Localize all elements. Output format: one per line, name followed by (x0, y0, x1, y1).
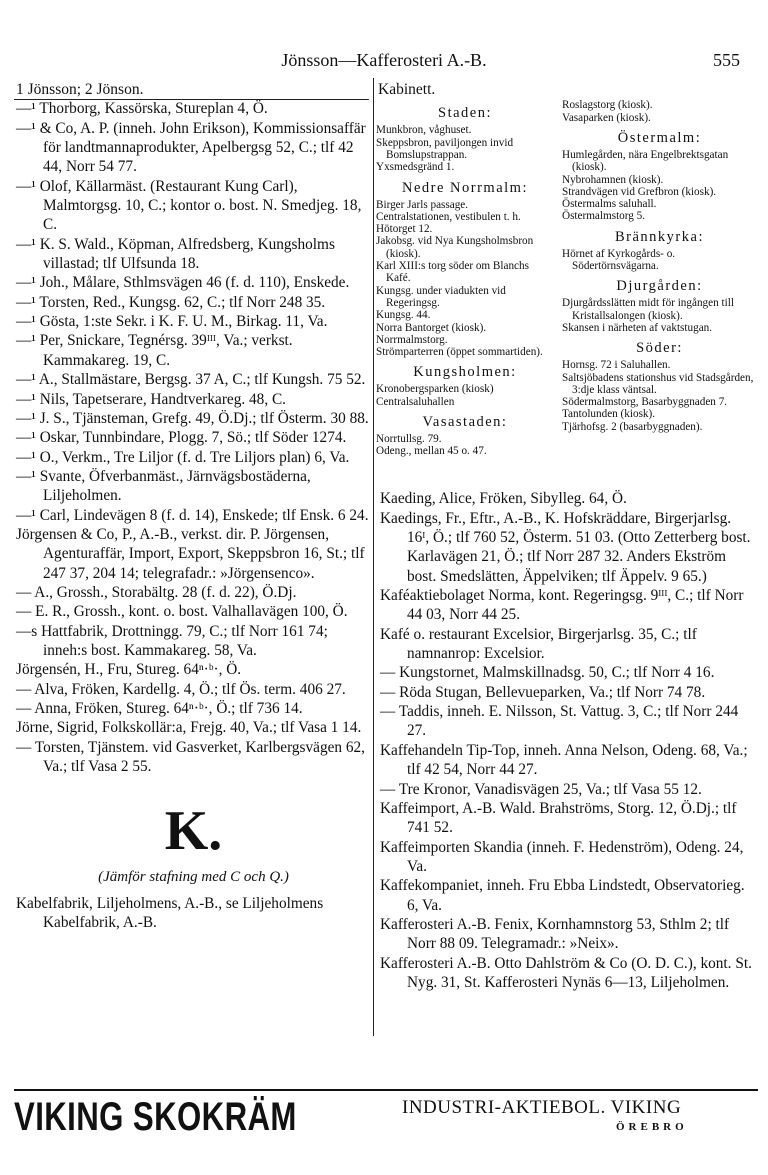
directory-entry: Jörgensén, H., Fru, Stureg. 64ⁿ·ᵇ·, Ö. (16, 661, 242, 679)
page-number: 555 (713, 50, 740, 70)
kiosk-list (376, 99, 754, 489)
directory-entry: — Taddis, inneh. E. Nilsson, St. Vattug. 3, C.; tlf Norr 244 27. (380, 703, 739, 740)
kiosk-location: Hornsg. 72 i Saluhallen. (562, 359, 671, 372)
district-heading: Östermalm: (617, 129, 702, 146)
kiosk-location: Kungsg. 44. (376, 309, 431, 322)
directory-entry: Jörne, Sigrid, Folkskollär:a, Frejg. 40, Va.; tlf Vasa 1 14. (16, 719, 362, 737)
directory-entry: —¹ Nils, Tapetserare, Handtverkareg. 48, C. (16, 390, 286, 408)
kiosk-location: Jakobsg. vid Nya Kungsholmsbron (kiosk). (376, 235, 534, 260)
directory-entry: Kabelfabrik, Liljeholmens, A.-B., se Liljeholmens Kabelfabrik, A.-B. (16, 894, 324, 932)
kiosk-location: Odeng., mellan 45 o. 47. (376, 445, 487, 458)
directory-entry: — Alva, Fröken, Kardellg. 4, Ö.; tlf Ös. term. 406 27. (16, 680, 346, 698)
kiosk-location: Kungsg. under viadukten vid Regeringsg. (376, 284, 506, 309)
kiosk-location: Strömparterren (öppet sommartiden). (376, 346, 543, 359)
kabinett-heading: Kabinett. (378, 81, 436, 98)
directory-entry: — Tre Kronor, Vanadisvägen 25, Va.; tlf Vasa 55 12. (380, 780, 702, 798)
directory-entry: —¹ K. S. Wald., Köpman, Alfredsberg, Kungsholms villastad; tlf Ulfsunda 18. (16, 235, 335, 273)
directory-entry: —¹ Per, Snickare, Tegnérsg. 39ᴵᴵᴵ, Va.; verkst. Kammakareg. 19, C. (16, 332, 293, 369)
directory-entry: — A., Grossh., Storabältg. 28 (f. d. 22), Ö.Dj. (16, 583, 297, 601)
directory-entry: —¹ Torsten, Red., Kungsg. 62, C.; tlf Norr 248 35. (16, 293, 326, 311)
directory-entry: —¹ & Co, A. P. (inneh. John Erikson), Kommissionsaffär för landtmannaprodukter, Apelbergsg 52, C.; tlf 42 44, Norr 54 77. (16, 119, 366, 176)
kiosk-location: Djurgårdsslätten midt för ingången till Kristallsalongen (kiosk). (562, 297, 734, 322)
company-city: ÖREBRO (616, 1121, 688, 1133)
directory-entry: —s Hattfabrik, Drottningg. 79, C.; tlf Norr 161 74; inneh:s bost. Kammakareg. 58, Va. (16, 622, 328, 659)
kiosk-location: Roslagstorg (kiosk). (562, 99, 653, 112)
directory-entry: Kaffeimport, A.-B. Wald. Brahströms, Storg. 12, Ö.Dj.; tlf 741 52. (380, 799, 737, 837)
directory-entry: —¹ J. S., Tjänsteman, Grefg. 49, Ö.Dj.; tlf Österm. 30 88. (16, 409, 369, 427)
directory-entry: Kaffekompaniet, inneh. Fru Ebba Lindstedt, Observatorieg. 6, Va. (380, 877, 745, 914)
directory-entry: Kaféaktiebolaget Norma, kont. Regeringsg. 9ᴵᴵᴵ, C.; tlf Norr 44 03, Norr 44 25. (380, 587, 744, 624)
directory-entry: Kafferosteri A.-B. Otto Dahlström & Co (O. D. C.), kont. St. Nyg. 31, St. Kafferosteri Nynäs 6—13, Liljeholmen. (380, 954, 752, 991)
section-letter: K. (164, 800, 223, 863)
kiosk-location: Norra Bantorget (kiosk). (376, 321, 487, 334)
column-divider (373, 78, 374, 1036)
kiosk-location: Skansen i närheten af vaktstugan. (562, 321, 713, 334)
left-entries-k (16, 894, 371, 933)
kiosk-location: Munkbron, våghuset. (376, 124, 472, 137)
district-heading: Vasastaden: (422, 413, 508, 430)
kiosk-location: Vasaparken (kiosk). (562, 111, 651, 124)
kiosk-column-left (376, 99, 554, 457)
kiosk-location: Nybrohamnen (kiosk). (562, 173, 664, 186)
spelling-note: (Jämför stafning med C och Q.) (98, 869, 289, 886)
kiosk-location: Centralstationen, vestibulen t. h. (376, 210, 521, 223)
directory-entry: —¹ Gösta, 1:ste Sekr. i K. F. U. M., Birkag. 11, Va. (16, 313, 328, 331)
kiosk-location: Strandvägen vid Grefbron (kiosk). (562, 185, 717, 198)
directory-entry: Kaffehandeln Tip-Top, inneh. Anna Nelson, Odeng. 68, Va.; tlf 42 54, Norr 44 27. (380, 741, 748, 779)
district-heading: Söder: (636, 340, 683, 357)
footer-rule (14, 1089, 758, 1091)
running-head (0, 50, 768, 74)
directory-entry: — Torsten, Tjänstem. vid Gasverket, Karlbergsvägen 62, Va.; tlf Vasa 2 55. (16, 738, 365, 776)
directory-entry: —¹ Joh., Målare, Sthlmsvägen 46 (f. d. 110), Enskede. (16, 274, 350, 292)
directory-entry: —¹ Carl, Lindevägen 8 (f. d. 14), Enskede; tlf Ensk. 6 24. (16, 506, 369, 524)
directory-entry: —¹ Oskar, Tunnbindare, Plogg. 7, Sö.; tlf Söder 1274. (16, 429, 347, 447)
directory-entry: Jörgensen & Co, P., A.-B., verkst. dir. P. Jörgensen, Agenturaffär, Import, Export, Skeppsbron 16, St.; tlf 247 37, 204 14; telegrafadr.: »Jörgensenco». (16, 525, 365, 582)
kiosk-location: Skeppsbron, paviljongen invid Bomslupstrappan. (376, 136, 514, 161)
district-heading: Djurgården: (616, 278, 703, 295)
district-heading: Nedre Norrmalm: (402, 179, 528, 196)
running-title: Jönsson—Kafferosteri A.-B. (281, 50, 487, 70)
viking-brand: VIKING SKOKRÄM (14, 1095, 297, 1139)
kiosk-location: Humlegården, nära Engelbrektsgatan (kiosk). (562, 148, 729, 174)
kiosk-location: Yxsmedsgränd 1. (376, 161, 455, 174)
kiosk-location: Tantolunden (kiosk). (562, 408, 656, 421)
directory-entry: —¹ A., Stallmästare, Bergsg. 37 A, C.; tlf Kungsh. 75 52. (16, 371, 366, 389)
kiosk-location: Kronobergsparken (kiosk) (376, 383, 494, 396)
directory-entry: —¹ Thorborg, Kassörska, Stureplan 4, Ö. (16, 100, 268, 118)
left-column (16, 80, 371, 932)
district-heading: Brännkyrka: (615, 228, 704, 245)
district-heading: Kungsholmen: (413, 364, 517, 381)
right-column (376, 80, 754, 992)
kiosk-location: Södermalmstorg, Basarbyggnaden 7. (562, 396, 728, 409)
kiosk-location: Hötorget 12. (376, 223, 433, 236)
directory-entry: —¹ Olof, Källarmäst. (Restaurant Kung Carl), Malmtorgsg. 10, C.; kontor o. bost. N. Smedjeg. 18, C. (16, 177, 362, 234)
directory-entry: — Anna, Fröken, Stureg. 64ⁿ·ᵇ·, Ö.; tlf 736 14. (16, 700, 303, 717)
kiosk-location: Norrmalmstorg. (376, 333, 448, 346)
kiosk-location: Hörnet af Kyrkogårds- o. Södertörnsvägarna. (562, 247, 676, 273)
directory-entry: Kafé o. restaurant Excelsior, Birgerjarlsg. 35, C.; tlf namnanrop: Excelsior. (380, 625, 697, 663)
kiosk-column-right (562, 99, 757, 433)
left-entries (16, 99, 371, 776)
left-column-heading: 1 Jönsson; 2 Jönson. (16, 81, 144, 98)
directory-entry: —¹ Svante, Öfverbanmäst., Järnvägsbostäderna, Liljeholmen. (16, 467, 311, 505)
kiosk-location: Birger Jarls passage. (376, 198, 469, 211)
kiosk-location: Centralsaluhallen (376, 395, 455, 408)
directory-entry: Kaedings, Fr., Eftr., A.-B., K. Hofskräddare, Birgerjarlsg. 16ᴵ, Ö.; tlf 760 52, Österm. 51 03. (Otto Zetterberg bost. Karlavägen 21, Ö.; tlf Norr 287 32. Anders Ekström bost. Smedslätten, Äppelviken; tlf Äppelv. 9 65.) (380, 509, 751, 585)
company-name: INDUSTRI-AKTIEBOL. VIKING (402, 1097, 682, 1118)
directory-entry: — E. R., Grossh., kont. o. bost. Valhallavägen 100, Ö. (16, 603, 348, 621)
kiosk-location: Saltsjöbadens stationshus vid Stadsgården, 3:dje klass väntsal. (562, 371, 754, 396)
directory-entry: Kafferosteri A.-B. Fenix, Kornhamnstorg 53, Sthlm 2; tlf Norr 88 09. Telegramadr.: »Neix». (380, 915, 730, 953)
advertisement-footer (14, 1093, 758, 1143)
kiosk-location: Östermalmstorg 5. (562, 210, 646, 223)
kiosk-location: Karl XIII:s torg söder om Blanchs Kafé. (376, 260, 529, 285)
district-heading: Staden: (438, 105, 492, 122)
kiosk-location: Tjärhofsg. 2 (basarbyggnaden). (562, 420, 703, 433)
kiosk-location: Östermalms saluhall. (562, 198, 657, 211)
directory-entry: —¹ O., Verkm., Tre Liljor (f. d. Tre Liljors plan) 6, Va. (16, 448, 350, 466)
directory-entry: — Röda Stugan, Bellevueparken, Va.; tlf Norr 74 78. (380, 683, 706, 701)
kiosk-location: Norrtullsg. 79. (376, 432, 442, 445)
right-entries (380, 489, 752, 992)
directory-entry: Kaffeimporten Skandia (inneh. F. Hedenström), Odeng. 24, Va. (380, 838, 744, 875)
directory-entry: Kaeding, Alice, Fröken, Sibylleg. 64, Ö. (380, 490, 627, 508)
directory-entry: — Kungstornet, Malmskillnadsg. 50, C.; tlf Norr 4 16. (380, 664, 715, 682)
